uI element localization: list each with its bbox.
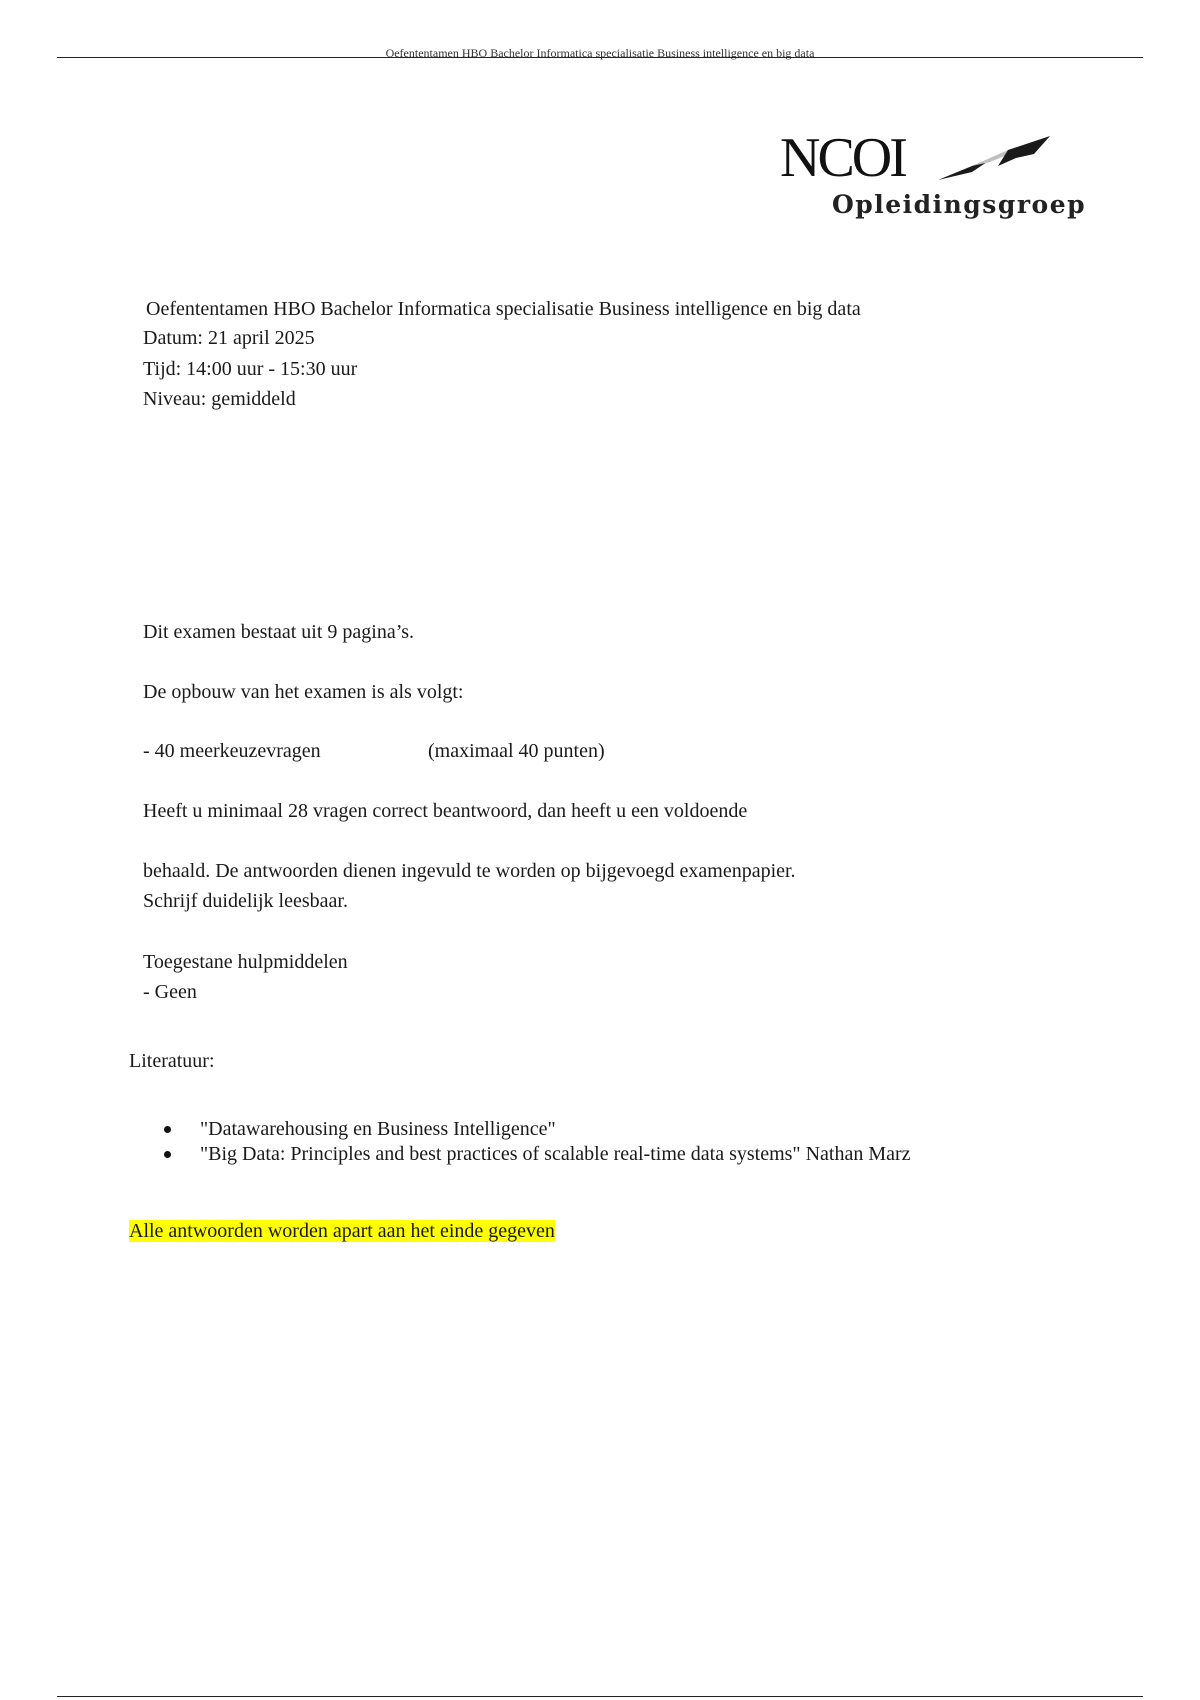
legibility-note: Schrijf duidelijk leesbaar. <box>143 890 348 912</box>
literature-item: "Datawarehousing en Business Intelligence" <box>200 1117 911 1142</box>
exam-date: Datum: 21 april 2025 <box>143 327 315 349</box>
aids-heading: Toegestane hulpmiddelen <box>143 951 348 973</box>
ncoi-logo <box>780 127 1087 228</box>
literature-item: "Big Data: Principles and best practices of scalable real-time data systems" Nathan Marz <box>200 1143 911 1165</box>
logo-wordmark: NCOI <box>780 127 905 189</box>
logo-subtitle: Opleidingsgroep <box>832 190 1087 219</box>
exam-time: Tijd: 14:00 uur - 15:30 uur <box>143 358 358 380</box>
exam-level: Niveau: gemiddeld <box>143 388 296 410</box>
answers-note <box>129 1219 555 1243</box>
structure-intro: De opbouw van het examen is als volgt: <box>143 681 464 703</box>
header-rule <box>57 57 1143 58</box>
aids-value: - Geen <box>143 981 197 1003</box>
page-count-text: Dit examen bestaat uit 9 pagina’s. <box>143 621 415 643</box>
logo-swoosh-icon <box>938 136 1050 182</box>
literature-heading: Literatuur: <box>129 1050 215 1072</box>
highlighted-text: Alle antwoorden worden apart aan het einde gegeven <box>129 1220 555 1242</box>
pass-criteria-line2: behaald. De antwoorden dienen ingevuld te worden op bijgevoegd examenpapier. <box>143 860 796 882</box>
pass-criteria-line1: Heeft u minimaal 28 vragen correct beantwoord, dan heeft u een voldoende <box>143 800 748 822</box>
literature-list <box>128 1117 911 1167</box>
question-type: - 40 meerkeuzevragen <box>143 740 321 762</box>
running-header: Oefententamen HBO Bachelor Informatica specialisatie Business intelligence en big data <box>385 46 815 60</box>
exam-title: Oefententamen HBO Bachelor Informatica specialisatie Business intelligence en big data <box>146 298 861 320</box>
max-points: (maximaal 40 punten) <box>428 740 605 762</box>
footer-rule <box>57 1696 1143 1697</box>
